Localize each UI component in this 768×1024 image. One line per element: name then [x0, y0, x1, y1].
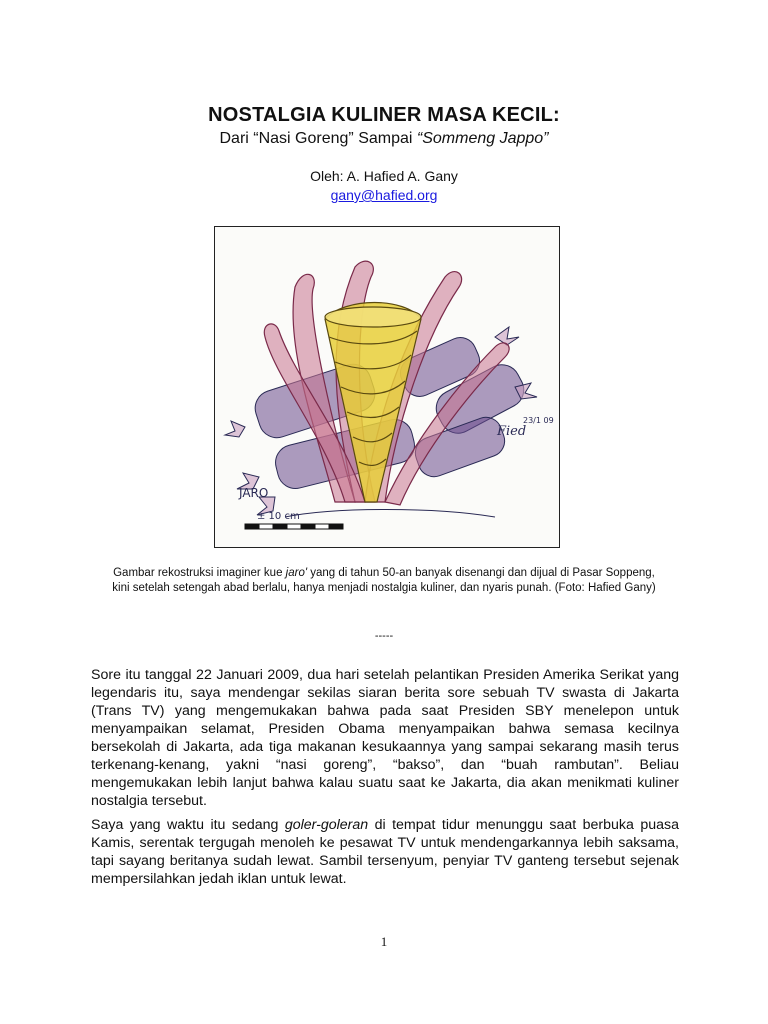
sketch-scale-label: ± 10 cm: [257, 511, 300, 522]
document-title: NOSTALGIA KULINER MASA KECIL:: [208, 104, 560, 126]
author-email-line: [0, 187, 768, 203]
paragraph-2-text-1: Saya yang waktu itu sedang: [91, 817, 285, 833]
sketch-ground: [285, 510, 495, 518]
paragraph-2-text-2: di tempat tidur menunggu saat berbuka puasa Kamis, serentak tergugah menoleh ke pesawat TV untuk mendengarkannya lebih saksama, tapi sayang beritanya sudah lewat. Sambil tersenyum, penyiar TV ganteng tersebut sejenak mempersilahkan jedah iklan untuk lewat.: [91, 817, 680, 887]
subtitle-text: Dari “Nasi Goreng” Sampai: [219, 130, 417, 147]
jaro-sketch-illustration: [215, 227, 559, 547]
body-paragraph-2: [91, 816, 679, 888]
author-line: Oleh: A. Hafied A. Gany: [310, 168, 458, 184]
scale-bar: [245, 524, 343, 529]
sketch-signature-date: 23/1 09: [523, 416, 554, 425]
figure-caption: [112, 566, 656, 596]
paragraph-2-emphasis: goler-goleran: [284, 817, 369, 833]
caption-text-1: Gambar rekostruksi imaginer kue: [113, 567, 286, 579]
section-separator: -----: [374, 630, 394, 642]
subtitle-emphasis: “Sommeng Jappo”: [416, 130, 549, 147]
document-subtitle: [0, 130, 768, 148]
email-link[interactable]: gany@hafied.org: [330, 187, 438, 203]
sketch-label: JARO: [239, 486, 269, 500]
page-number: 1: [380, 934, 388, 949]
body-paragraph-1: Sore itu tanggal 22 Januari 2009, dua hari setelah pelantikan Presiden Amerika Serikat yang legendaris itu, saya mendengar sekilas siaran berita sore sebuah TV swasta di Jakarta (Trans TV) yang mengemukakan bahwa pada saat Presiden SBY menelepon untuk menyampaikan selamat, Presiden Obama menyampaikan bahwa semasa kecilnya bersekolah di Jakarta, ada tiga makanan kesukaannya yang sampai sekarang masih terus terkenang-kenang, yakni “nasi goreng”, “bakso”, dan “buah rambutan”. Beliau mengemukakan lebih lanjut bahwa kalau suatu saat ke Jakarta, dia akan menikmati kuliner nostalgia tersebut.: [91, 667, 679, 809]
sketch-signature: Fied: [497, 424, 527, 439]
jaro-sketch-figure: [214, 226, 560, 548]
caption-emphasis: jaro': [285, 567, 308, 579]
caption-text-2: yang di tahun 50-an banyak disenangi dan dijual di Pasar Soppeng, kini setelah setengah abad berlalu, hanya menjadi nostalgia kuliner, dan nyaris punah. (Foto: Hafied Gany): [112, 567, 656, 594]
